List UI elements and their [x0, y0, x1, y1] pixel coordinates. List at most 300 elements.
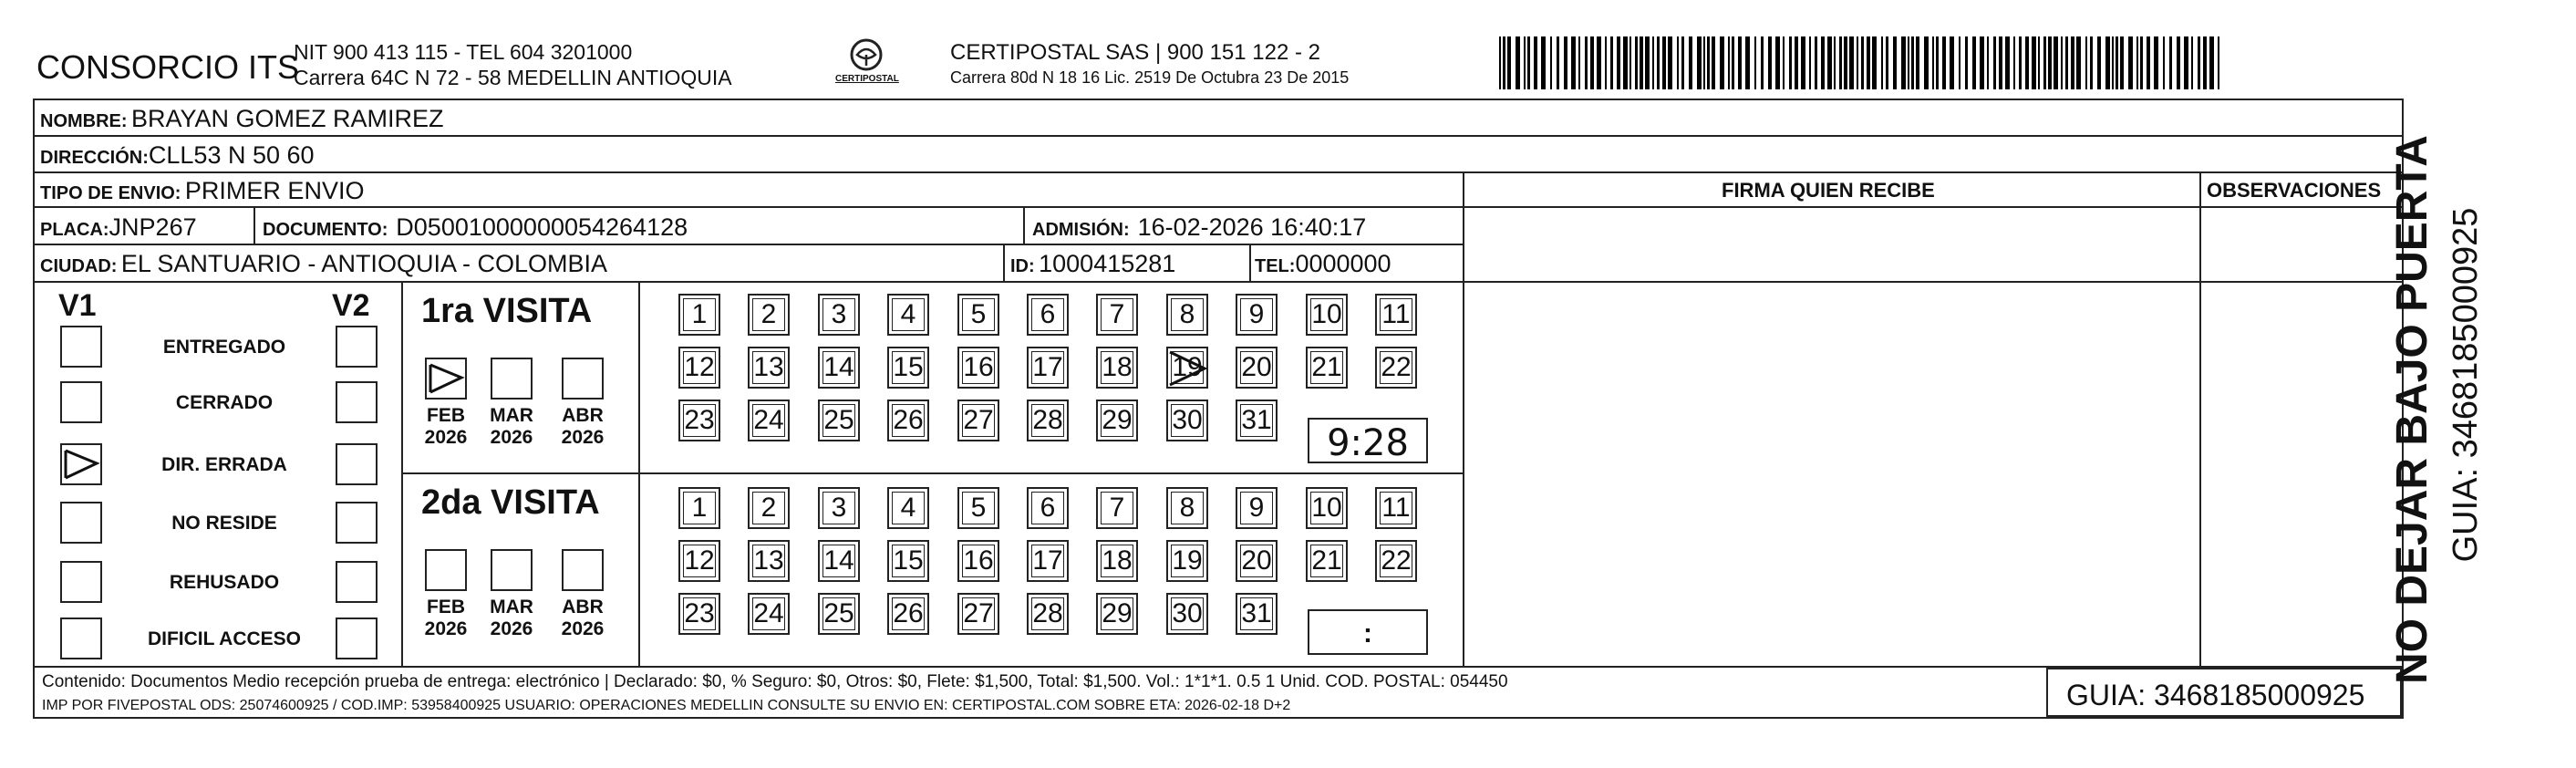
day-box[interactable] [887, 294, 929, 336]
barcode-bar [1652, 36, 1654, 89]
day-number: 6 [1040, 299, 1056, 329]
barcode-bar [2209, 36, 2214, 89]
barcode-bar [1657, 36, 1660, 89]
barcode-bar [2019, 36, 2022, 89]
day-box[interactable] [1166, 593, 1208, 635]
barcode-bar [2112, 36, 2114, 89]
day-box[interactable] [818, 487, 860, 529]
day-box[interactable] [818, 593, 860, 635]
day-number: 24 [753, 598, 784, 628]
day-box[interactable] [818, 347, 860, 389]
month-checkbox[interactable] [562, 549, 604, 591]
barcode-bar [2090, 36, 2093, 89]
day-box[interactable] [818, 540, 860, 582]
barcode-bar [1839, 36, 1842, 89]
day-box[interactable] [1375, 487, 1417, 529]
day-number: 5 [970, 299, 987, 329]
barcode-bar [2177, 36, 2180, 89]
day-number: 2 [760, 299, 777, 329]
ciudad-label: CIUDAD: [40, 256, 118, 276]
barcode-bar [1775, 36, 1780, 89]
day-number: 9 [1248, 299, 1265, 329]
first-time-value: 9:28 [1327, 422, 1409, 464]
nombre-value: BRAYAN GOMEZ RAMIREZ [131, 105, 444, 132]
day-number: 12 [684, 352, 715, 382]
v2-checkbox[interactable] [336, 561, 378, 603]
barcode-bar [1761, 36, 1764, 89]
barcode-bar [1677, 36, 1679, 89]
day-box[interactable] [748, 294, 790, 336]
barcode-bar [1886, 36, 1888, 89]
second-time-value: : [1363, 618, 1372, 649]
barcode-bar [1911, 36, 1914, 89]
day-number: 26 [893, 598, 924, 628]
month-checkbox[interactable] [562, 358, 604, 400]
day-box[interactable] [1236, 593, 1278, 635]
month-name: FEB [427, 597, 465, 618]
day-box[interactable] [1166, 294, 1208, 336]
reason-label: NO RESIDE [171, 513, 277, 534]
barcode-bar [1689, 36, 1692, 89]
day-number: 23 [684, 405, 715, 435]
day-number: 9 [1248, 493, 1265, 523]
month-name: MAR [490, 597, 533, 618]
v2-label: V2 [332, 288, 370, 323]
month-name: MAR [490, 405, 533, 426]
barcode-bar [2198, 36, 2200, 89]
barcode-bar [2085, 36, 2087, 89]
day-box[interactable] [1096, 540, 1138, 582]
barcode-bar [1801, 36, 1805, 89]
footer-line-1: Contenido: Documentos Medio recepción prueba de entrega: electrónico | Declarado: $0, % Seguro: $0, Otros: $0, Flete: $1,500, Total: $1,500. Vol.: 1*1*1. 0.5 1 Unid. COD. POSTAL: 054450 [42, 672, 1508, 691]
barcode-bar [2013, 36, 2015, 89]
tel-value: 0000000 [1295, 250, 1391, 277]
barcode-bar [1527, 36, 1530, 89]
company-nit: NIT 900 413 115 - TEL 604 3201000 [294, 40, 633, 64]
day-number: 3 [831, 299, 847, 329]
v2-checkbox[interactable] [336, 618, 378, 659]
barcode-bar [1789, 36, 1792, 89]
day-box[interactable] [1166, 400, 1208, 441]
month-year: 2026 [490, 427, 533, 449]
day-number: 8 [1179, 299, 1195, 329]
barcode-bar [1712, 36, 1715, 89]
second-visit-title: 2da VISITA [421, 483, 600, 522]
barcode-bar [1754, 36, 1756, 89]
month-checkbox[interactable] [491, 358, 533, 400]
month-year: 2026 [424, 427, 468, 449]
barcode-bar [2191, 36, 2193, 89]
day-box[interactable] [1096, 294, 1138, 336]
barcode-bar [1720, 36, 1724, 89]
barcode-bar [1516, 36, 1520, 89]
day-number: 19 [1172, 545, 1203, 576]
side-guia: GUIA: 3468185000925 [2447, 207, 2485, 563]
day-number: 30 [1172, 405, 1203, 435]
barcode-bar [1697, 36, 1702, 89]
day-number: 15 [893, 545, 924, 576]
barcode-bar [1703, 36, 1705, 89]
main-frame [33, 99, 2404, 719]
day-box[interactable] [1096, 593, 1138, 635]
day-number: 28 [1032, 598, 1063, 628]
footer-guia: GUIA: 3468185000925 [2066, 679, 2365, 711]
barcode-bar [1987, 36, 1989, 89]
day-box[interactable] [887, 540, 929, 582]
day-box[interactable] [678, 487, 720, 529]
barcode-bar [1745, 36, 1750, 89]
reason-label: DIR. ERRADA [161, 454, 287, 475]
day-box[interactable] [1375, 540, 1417, 582]
barcode-bar [1821, 36, 1825, 89]
barcode-bar [1524, 36, 1526, 89]
carrier-line: CERTIPOSTAL SAS | 900 151 122 - 2 [950, 40, 1320, 65]
barcode-bar [1783, 36, 1785, 89]
day-number: 18 [1102, 545, 1133, 576]
firma-label: FIRMA QUIEN RECIBE [1722, 179, 1935, 202]
month-label [414, 597, 478, 640]
barcode-bar [1872, 36, 1877, 89]
day-number: 13 [753, 545, 784, 576]
barcode-bar [2147, 36, 2150, 89]
month-year: 2026 [490, 618, 533, 640]
day-number: 11 [1381, 493, 1411, 523]
day-box[interactable] [748, 593, 790, 635]
day-box[interactable] [1375, 294, 1417, 336]
barcode-bar [1662, 36, 1666, 89]
barcode-bar [1924, 36, 1929, 89]
day-number: 20 [1241, 545, 1272, 576]
day-box[interactable] [1096, 400, 1138, 441]
observaciones-label: OBSERVACIONES [2207, 179, 2382, 202]
barcode-bar [2054, 36, 2058, 89]
logo-caption: CERTIPOSTAL [835, 74, 899, 84]
barcode-bar [2076, 36, 2081, 89]
barcode-bar [1623, 36, 1628, 89]
barcode-bar [1861, 36, 1864, 89]
day-number: 22 [1381, 352, 1412, 382]
barcode-bar [2128, 36, 2133, 89]
day-box[interactable] [1306, 347, 1348, 389]
day-number: 5 [970, 493, 987, 523]
day-number: 14 [823, 352, 854, 382]
day-number: 27 [963, 405, 994, 435]
barcode-bar [1564, 36, 1567, 89]
barcode-bar [2097, 36, 2101, 89]
month-checkbox[interactable] [425, 549, 467, 591]
day-number: 17 [1032, 352, 1063, 382]
day-box[interactable] [1096, 347, 1138, 389]
day-box[interactable] [887, 400, 929, 441]
barcode-bar [2038, 36, 2040, 89]
v1-label: V1 [58, 288, 97, 323]
day-box[interactable] [1306, 487, 1348, 529]
day-box[interactable] [678, 347, 720, 389]
barcode-bar [1857, 36, 1858, 89]
day-box[interactable] [1027, 294, 1069, 336]
barcode-bar [1707, 36, 1710, 89]
day-box[interactable] [957, 593, 999, 635]
barcode-bar [1993, 36, 1996, 89]
day-number: 6 [1040, 493, 1056, 523]
barcode-bar [1932, 36, 1934, 89]
footer-line-2: IMP POR FIVEPOSTAL ODS: 25074600925 / COD.IMP: 53958400925 USUARIO: OPERACIONES MEDELLIN CONSULTE SU ENVIO EN: CERTIPOSTAL.COM SOBRE ETA: 2026-02-18 D+2 [42, 698, 1291, 713]
id-value: 1000415281 [1039, 250, 1176, 277]
barcode-bar [1867, 36, 1870, 89]
month-year: 2026 [561, 618, 605, 640]
company-name: CONSORCIO ITS [36, 48, 300, 86]
day-number: 1 [691, 299, 708, 329]
barcode-bar [1936, 36, 1939, 89]
day-box[interactable] [1027, 487, 1069, 529]
day-box[interactable] [1306, 294, 1348, 336]
day-box[interactable] [1166, 540, 1208, 582]
day-number: 25 [823, 598, 854, 628]
day-box[interactable] [957, 347, 999, 389]
month-label [551, 597, 615, 640]
day-number: 21 [1311, 545, 1342, 576]
barcode-bar [1834, 36, 1836, 89]
barcode-bar [1809, 36, 1811, 89]
day-number: 12 [684, 545, 715, 576]
day-box[interactable] [678, 400, 720, 441]
barcode-bar [2163, 36, 2165, 89]
day-number: 17 [1032, 545, 1063, 576]
barcode-bar [1844, 36, 1847, 89]
placa-label: PLACA: [40, 220, 109, 240]
month-checkbox[interactable] [425, 358, 467, 400]
day-number: 10 [1311, 493, 1342, 523]
admision-label: ADMISIÓN: [1032, 220, 1130, 240]
day-box[interactable] [1306, 540, 1348, 582]
reason-label: DIFICIL ACCESO [147, 628, 301, 649]
barcode-bar [1950, 36, 1954, 89]
barcode-bar [2048, 36, 2052, 89]
barcode-bar [1849, 36, 1854, 89]
barcode-bar [2065, 36, 2068, 89]
day-number: 23 [684, 598, 715, 628]
v2-checkbox[interactable] [336, 326, 378, 368]
month-year: 2026 [424, 618, 468, 640]
day-box[interactable] [748, 347, 790, 389]
day-number: 8 [1179, 493, 1195, 523]
day-number: 11 [1381, 299, 1411, 329]
day-box[interactable] [1096, 487, 1138, 529]
day-box[interactable] [887, 487, 929, 529]
v2-checkbox[interactable] [336, 381, 378, 423]
placa-value: JNP267 [109, 213, 197, 241]
day-box[interactable] [1236, 400, 1278, 441]
barcode-bar [1893, 36, 1897, 89]
barcode-bar [2120, 36, 2124, 89]
day-box[interactable] [818, 400, 860, 441]
tipo-value: PRIMER ENVIO [184, 177, 365, 204]
barcode-bar [2061, 36, 2063, 89]
ciudad-value: EL SANTUARIO - ANTIOQUIA - COLOMBIA [120, 250, 607, 277]
day-box[interactable] [678, 593, 720, 635]
barcode-bar [2105, 36, 2110, 89]
day-box[interactable] [1027, 400, 1069, 441]
barcode-bar [1571, 36, 1576, 89]
barcode-bar [2169, 36, 2172, 89]
day-number: 31 [1241, 405, 1272, 435]
barcode-bar [1499, 36, 1501, 89]
day-number: 16 [963, 545, 994, 576]
day-number: 29 [1102, 598, 1133, 628]
day-box[interactable] [748, 487, 790, 529]
barcode-bar [1541, 36, 1546, 89]
day-number: 26 [893, 405, 924, 435]
day-box[interactable] [957, 294, 999, 336]
barcode-bar [2140, 36, 2143, 89]
day-box[interactable] [1375, 347, 1417, 389]
v2-checkbox[interactable] [336, 502, 378, 544]
second-time-box[interactable] [1308, 609, 1428, 655]
day-box[interactable] [957, 487, 999, 529]
barcode-bar [1732, 36, 1734, 89]
day-box[interactable] [678, 294, 720, 336]
barcode-bar [1916, 36, 1919, 89]
barcode-bar [1629, 36, 1631, 89]
month-checkbox[interactable] [491, 549, 533, 591]
barcode-bar [1681, 36, 1684, 89]
barcode-bar [1728, 36, 1730, 89]
day-box[interactable] [1166, 347, 1208, 389]
day-number: 16 [963, 352, 994, 382]
barcode-bar [2154, 36, 2158, 89]
admision-value: 16-02-2026 16:40:17 [1137, 213, 1367, 241]
first-time-box[interactable] [1308, 418, 1428, 463]
barcode-bar [1908, 36, 1909, 89]
barcode-bar [1534, 36, 1537, 89]
v1-checkbox[interactable] [60, 502, 102, 544]
barcode-bar [2025, 36, 2029, 89]
day-box[interactable] [748, 400, 790, 441]
day-box[interactable] [1236, 294, 1278, 336]
barcode-bar [1640, 36, 1643, 89]
barcode-bar [2218, 36, 2219, 89]
footer-guia-box [2046, 668, 2402, 717]
month-name: ABR [562, 405, 604, 426]
day-number: 21 [1311, 352, 1342, 382]
day-box[interactable] [1027, 593, 1069, 635]
barcode-bar [1815, 36, 1817, 89]
barcode-bar [1738, 36, 1742, 89]
barcode-bar [1503, 36, 1505, 89]
month-name: FEB [427, 405, 465, 426]
barcode [1499, 36, 2229, 91]
reason-label: REHUSADO [169, 572, 280, 593]
tel-label: TEL: [1255, 256, 1296, 276]
day-box[interactable] [748, 540, 790, 582]
day-number: 2 [760, 493, 777, 523]
barcode-bar [1768, 36, 1772, 89]
day-number: 25 [823, 405, 854, 435]
month-label [480, 597, 543, 640]
day-number: 18 [1102, 352, 1133, 382]
barcode-bar [1645, 36, 1650, 89]
day-box[interactable] [1236, 487, 1278, 529]
v1-checkbox[interactable] [60, 561, 102, 603]
barcode-bar [1610, 36, 1613, 89]
barcode-bar [1827, 36, 1832, 89]
nombre-label: NOMBRE: [40, 111, 128, 131]
day-number: 13 [753, 352, 784, 382]
day-number: 1 [691, 493, 708, 523]
v2-checkbox[interactable] [336, 443, 378, 485]
barcode-bar [2071, 36, 2074, 89]
v1-checkbox[interactable] [60, 618, 102, 659]
day-box[interactable] [957, 400, 999, 441]
barcode-bar [1901, 36, 1906, 89]
day-number: 31 [1241, 598, 1272, 628]
day-number: 7 [1109, 299, 1125, 329]
reason-label: CERRADO [175, 392, 274, 413]
day-box[interactable] [1236, 540, 1278, 582]
day-box[interactable] [1027, 540, 1069, 582]
day-number: 15 [893, 352, 924, 382]
barcode-bar [2032, 36, 2036, 89]
barcode-bar [1557, 36, 1559, 89]
barcode-bar [1668, 36, 1672, 89]
day-number: 4 [900, 493, 916, 523]
barcode-bar [2184, 36, 2188, 89]
barcode-bar [1959, 36, 1960, 89]
month-label [551, 405, 615, 449]
barcode-bar [2043, 36, 2046, 89]
barcode-bar [1507, 36, 1511, 89]
barcode-bar [1635, 36, 1638, 89]
day-box[interactable] [678, 540, 720, 582]
day-box[interactable] [887, 347, 929, 389]
barcode-bar [1881, 36, 1883, 89]
day-number: 3 [831, 493, 847, 523]
certipostal-logo [830, 35, 903, 89]
day-box[interactable] [1027, 347, 1069, 389]
tipo-label: TIPO DE ENVIO: [40, 183, 181, 203]
barcode-bar [1585, 36, 1588, 89]
day-box[interactable] [887, 593, 929, 635]
month-year: 2026 [561, 427, 605, 449]
id-label: ID: [1010, 256, 1035, 276]
day-number: 27 [963, 598, 994, 628]
day-number: 7 [1109, 493, 1125, 523]
reason-label: ENTREGADO [162, 337, 286, 358]
v1-checkbox[interactable] [60, 443, 102, 485]
barcode-bar [1942, 36, 1946, 89]
v1-checkbox[interactable] [60, 326, 102, 368]
day-box[interactable] [818, 294, 860, 336]
first-visit-title: 1ra VISITA [421, 292, 593, 330]
day-number: 4 [900, 299, 916, 329]
day-number: 22 [1381, 545, 1412, 576]
v1-checkbox[interactable] [60, 381, 102, 423]
day-box[interactable] [1166, 487, 1208, 529]
month-name: ABR [562, 597, 604, 618]
day-box[interactable] [1236, 347, 1278, 389]
barcode-bar [1972, 36, 1976, 89]
day-box[interactable] [957, 540, 999, 582]
day-number: 10 [1311, 299, 1342, 329]
direccion-label: DIRECCIÓN: [40, 148, 149, 168]
day-number: 19 [1172, 352, 1203, 382]
barcode-bar [1965, 36, 1968, 89]
barcode-bar [1590, 36, 1594, 89]
company-address: Carrera 64C N 72 - 58 MEDELLIN ANTIOQUIA [294, 66, 732, 89]
barcode-bar [1605, 36, 1607, 89]
barcode-bar [2116, 36, 2118, 89]
day-number: 30 [1172, 598, 1203, 628]
